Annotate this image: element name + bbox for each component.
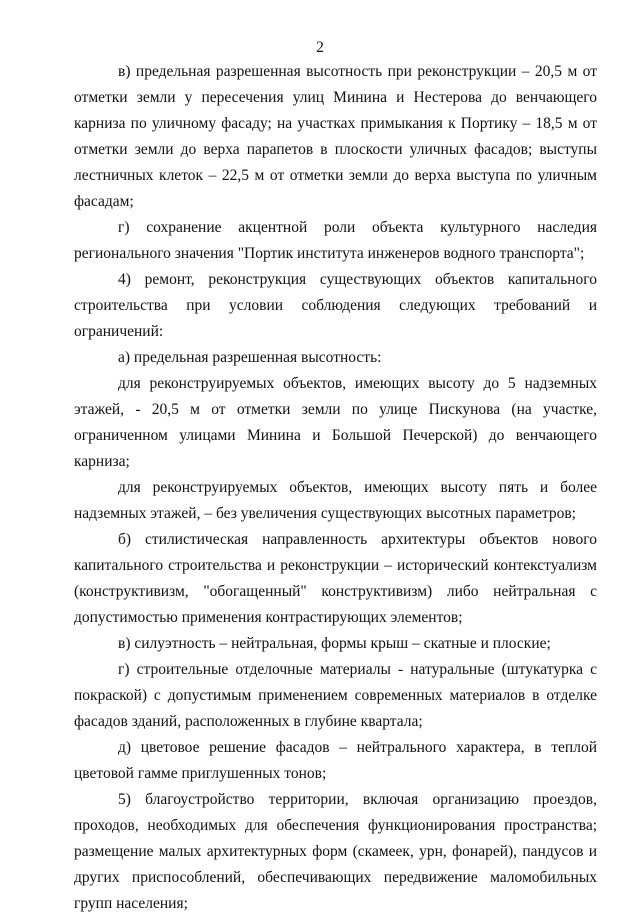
paragraph-landscaping: 5) благоустройство территории, включая организацию проездов, проходов, необходимых для обеспечения функционирования пространства; размещение малых архитектурных форм (скамеек, урн, фонарей), пандусов и других приспособлений, обеспечивающих передвижение маломобильных групп населения; — [74, 791, 597, 912]
paragraph-5-plus-floors: для реконструируемых объектов, имеющих высоту пять и более надземных этажей, – без увеличения существующих высотных параметров; — [74, 479, 597, 522]
paragraph-height-limit: в) предельная разрешенная высотность при реконструкции – 20,5 м от отметки земли у пересечения улиц Минина и Нестерова до венчающего карниза по уличному фасаду; на участках примыкания к Портику – 18,5 м от отметки земли до верха парапетов в плоскости уличных фасадов; выступы лестничных клеток – 22,5 м от отметки земли до верха выступа по уличным фасадам; — [74, 63, 597, 210]
paragraph-finishing-materials: г) строительные отделочные материалы - натуральные (штукатурка с покраской) с допустимым применением современных материалов в отделке фасадов зданий, расположенных в глубине квартала; — [74, 661, 597, 730]
page-number: 2 — [316, 39, 324, 56]
paragraph-color-scheme: д) цветовое решение фасадов – нейтрального характера, в теплой цветовой гамме приглушенных тонов; — [74, 739, 597, 782]
paragraph-portico-role: г) сохранение акцентной роли объекта культурного наследия регионального значения "Портик института инженеров водного транспорта"; — [74, 219, 597, 262]
paragraph-repair-reconstruction: 4) ремонт, реконструкция существующих объектов капитального строительства при условии соблюдения следующих требований и ограничений: — [74, 271, 597, 340]
paragraph-architecture-style: б) стилистическая направленность архитектуры объектов нового капитального строительства и реконструкции – исторический контекстуализм (конструктивизм, "обогащенный" конструктивизм) либо нейтральная с допустимостью применения контрастирующих элементов; — [74, 531, 597, 626]
paragraph-up-to-5-floors: для реконструируемых объектов, имеющих высоту до 5 надземных этажей, - 20,5 м от отметки земли по улице Пискунова (на участке, ограниченном улицами Минина и Большой Печерской) до венчающего карниза; — [74, 375, 597, 470]
paragraph-max-height: а) предельная разрешенная высотность: — [118, 349, 382, 366]
paragraph-silhouette: в) силуэтность – нейтральная, формы крыш – скатные и плоские; — [118, 635, 551, 652]
document-body — [74, 59, 597, 917]
